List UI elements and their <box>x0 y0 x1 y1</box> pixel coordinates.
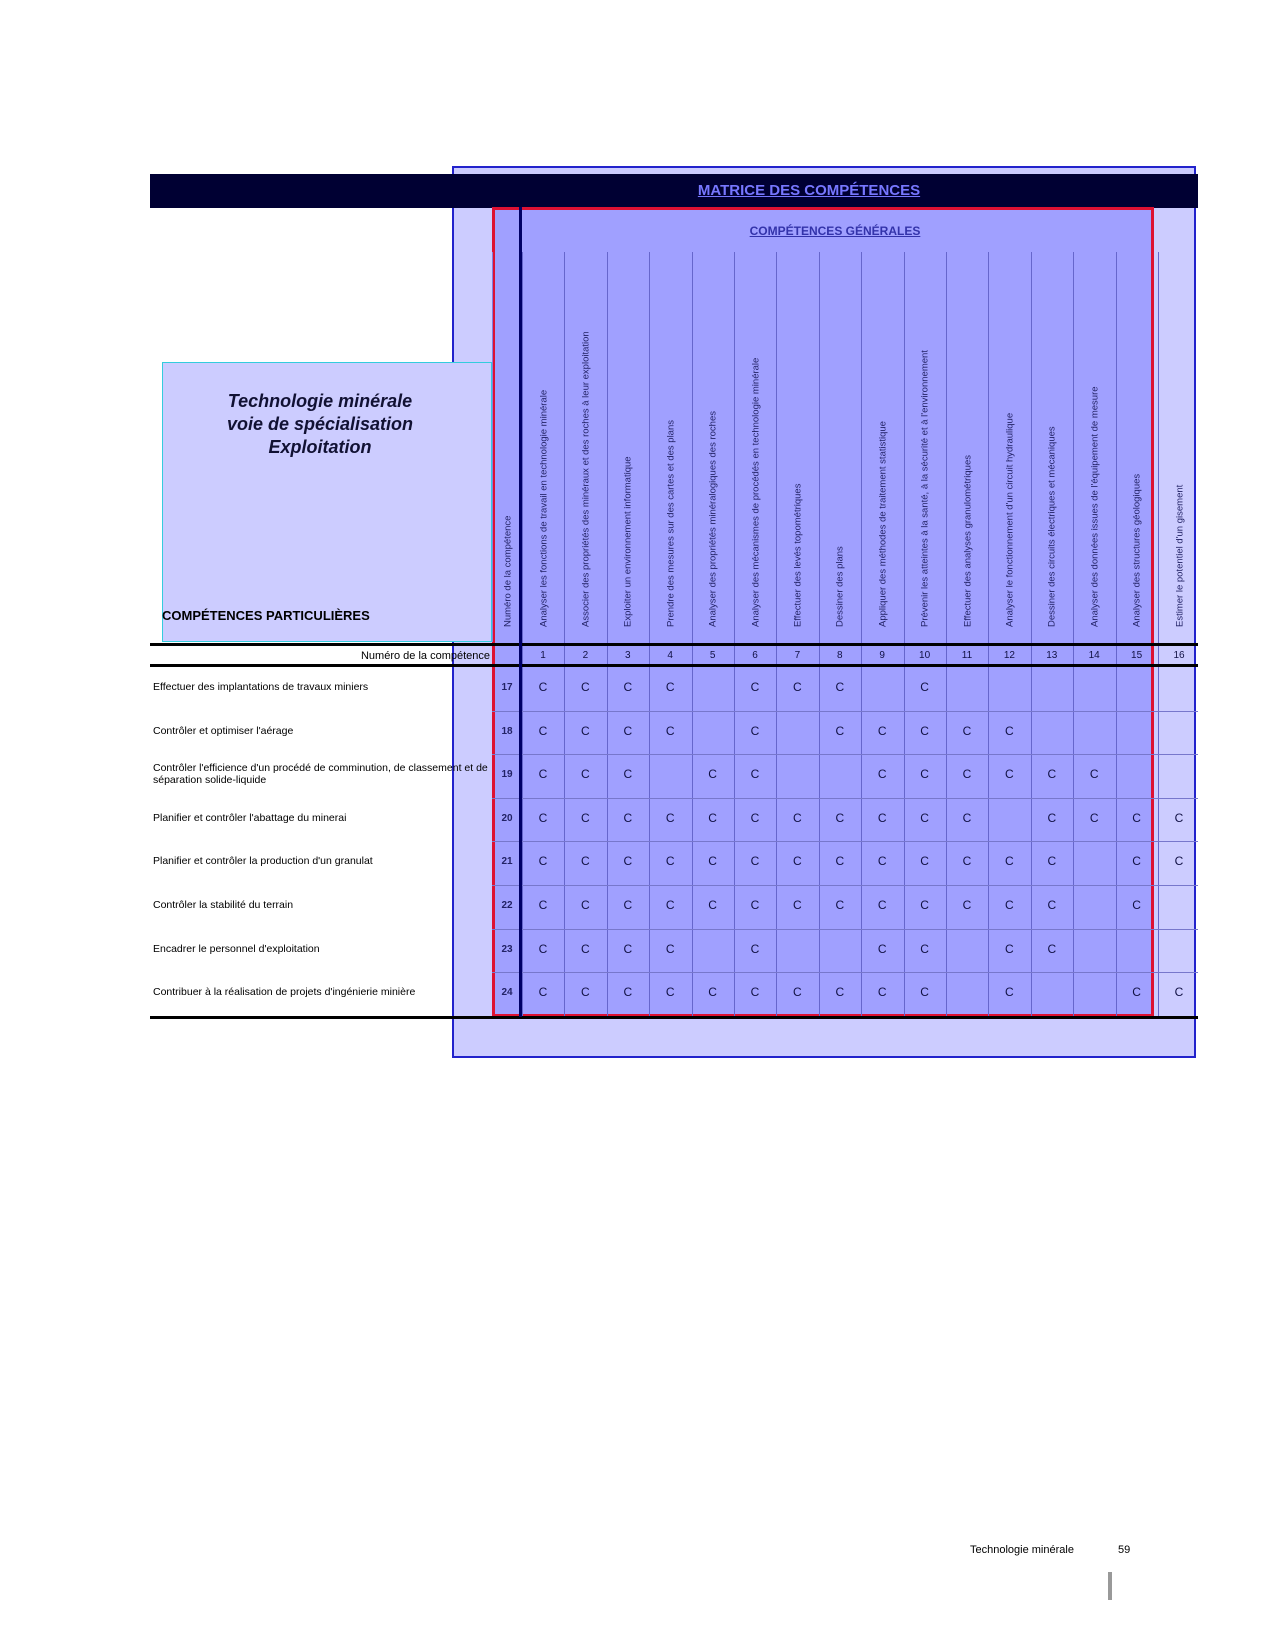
general-competency-number: 9 <box>879 650 885 661</box>
competency-mark: C <box>962 854 972 869</box>
competency-mark: C <box>581 723 590 738</box>
competency-mark: C <box>1005 854 1014 869</box>
general-competency-number: 13 <box>1046 650 1058 661</box>
footer-bar <box>1108 1572 1112 1600</box>
competency-mark: C <box>877 723 887 738</box>
general-competency-number: 3 <box>625 650 631 661</box>
competency-mark: C <box>538 767 548 782</box>
competency-mark: C <box>665 898 675 912</box>
competency-mark: C <box>623 810 633 825</box>
column-divider <box>1158 252 1159 1017</box>
competency-mark: C <box>708 767 717 782</box>
competency-mark: C <box>623 941 633 956</box>
row-divider <box>492 972 1198 973</box>
general-competency-number: 11 <box>961 650 973 661</box>
competency-mark: C <box>835 854 845 869</box>
general-competencies-header: COMPÉTENCES GÉNÉRALES <box>749 224 921 238</box>
competency-mark: C <box>750 985 760 1000</box>
competency-number-label: Numéro de la compétence <box>360 650 490 662</box>
row-divider <box>492 929 1198 930</box>
competency-mark: C <box>750 941 760 956</box>
general-competency-header <box>861 252 903 642</box>
competency-mark: C <box>1089 810 1099 825</box>
competency-mark: C <box>538 723 548 738</box>
competency-mark: C <box>920 898 929 912</box>
program-title-line-2: voie de spécialisation <box>226 414 414 434</box>
general-competency-label: Dessiner des plans <box>834 546 846 627</box>
competency-mark: C <box>1047 854 1057 869</box>
general-competency-label: Effectuer des levés topométriques <box>792 483 804 627</box>
general-competency-label: Analyser des propriétés minéralogiques des roches <box>707 411 719 627</box>
general-competency-header <box>649 252 691 642</box>
competency-mark: C <box>1132 985 1141 1000</box>
competency-mark: C <box>665 680 675 694</box>
program-title-line-3: Exploitation <box>268 437 372 457</box>
row-divider <box>492 885 1198 886</box>
program-title-line-1: Technologie minérale <box>227 391 413 411</box>
competency-mark: C <box>877 854 887 869</box>
competency-mark: C <box>920 723 929 738</box>
competency-mark: C <box>920 985 929 1000</box>
particular-competency-label: Contrôler la stabilité du terrain <box>153 899 294 911</box>
particular-competency-number: 20 <box>501 812 513 824</box>
number-column-header <box>492 252 522 642</box>
particular-competency-label: Planifier et contrôler l'abattage du minerai <box>153 811 347 824</box>
competency-mark: C <box>835 898 845 912</box>
general-competency-header <box>1158 252 1200 642</box>
competency-mark: C <box>665 941 675 956</box>
general-competency-header <box>946 252 988 642</box>
competency-mark: C <box>877 898 887 912</box>
competency-mark: C <box>793 854 802 869</box>
competency-mark: C <box>1047 898 1057 912</box>
row-divider <box>492 841 1198 842</box>
competency-mark: C <box>1132 898 1141 912</box>
competency-mark: C <box>538 854 548 869</box>
general-competency-header <box>988 252 1030 642</box>
competency-mark: C <box>538 941 548 956</box>
competency-mark: C <box>1174 810 1184 825</box>
particular-competency-label: Contribuer à la réalisation de projets d'ingénierie minière <box>153 986 416 999</box>
general-competency-label: Analyser des mécanismes de procédés en technologie minérale <box>750 357 761 627</box>
competency-mark: C <box>623 767 633 782</box>
general-competency-label: Dessiner des circuits électriques et mécaniques <box>1046 426 1058 627</box>
page-number: 59 <box>1118 1544 1131 1556</box>
competency-mark: C <box>581 680 590 694</box>
header-rule-top <box>150 643 1198 646</box>
competency-mark: C <box>877 941 887 956</box>
competency-mark: C <box>920 941 929 956</box>
general-competency-label: Analyser des données issues de l'équipement de mesure <box>1089 386 1101 627</box>
competency-mark: C <box>1132 810 1141 825</box>
competency-mark: C <box>962 810 972 825</box>
particular-competency-label: Encadrer le personnel d'exploitation <box>153 942 320 955</box>
competency-mark: C <box>623 680 633 694</box>
competency-mark: C <box>750 854 760 869</box>
competency-mark: C <box>750 767 760 782</box>
competency-mark: C <box>665 854 675 869</box>
general-competency-header <box>1073 252 1115 642</box>
general-competency-number: 12 <box>1003 650 1015 661</box>
number-column-divider <box>519 207 522 1017</box>
general-competency-number: 15 <box>1131 650 1143 661</box>
competency-mark: C <box>665 810 675 825</box>
table-rule-bottom <box>150 1016 1198 1019</box>
number-column-header-text: Numéro de la compétence <box>502 515 513 627</box>
competency-mark: C <box>1047 941 1057 956</box>
competency-mark: C <box>708 985 717 1000</box>
competency-mark: C <box>1174 985 1184 1000</box>
general-competency-label: Prendre des mesures sur des cartes et des plans <box>665 420 677 627</box>
particular-competency-label: Contrôler l'efficience d'un procédé de comminution, de classement et de séparation solide-liquide <box>153 762 488 787</box>
general-competency-number: 4 <box>667 650 673 661</box>
competency-mark: C <box>1174 854 1184 869</box>
general-competency-header <box>904 252 946 642</box>
competency-mark: C <box>665 985 675 1000</box>
competency-mark: C <box>1047 767 1057 782</box>
general-competency-number: 1 <box>540 650 546 661</box>
competency-mark: C <box>835 723 845 738</box>
competency-mark: C <box>581 985 590 1000</box>
competency-mark: C <box>793 898 802 912</box>
general-competency-label: Associer des propriétés des minéraux et des roches à leur exploitation <box>580 331 592 627</box>
competency-mark: C <box>623 985 633 1000</box>
general-competency-number: 5 <box>709 650 716 661</box>
competency-mark: C <box>793 810 802 825</box>
competency-mark: C <box>1047 810 1057 825</box>
particular-competency-number: 17 <box>501 682 513 693</box>
general-competency-header <box>819 252 861 642</box>
general-competency-label: Prévenir les atteintes à la santé, à la sécurité et à l'environnement <box>919 350 931 627</box>
general-competency-header <box>522 252 564 642</box>
competency-mark: C <box>877 985 887 1000</box>
competency-mark: C <box>793 680 802 694</box>
competency-mark: C <box>877 767 887 782</box>
competency-mark: C <box>750 898 760 912</box>
competency-mark: C <box>581 941 590 956</box>
competency-mark: C <box>835 985 845 1000</box>
general-competency-header <box>776 252 818 642</box>
general-competency-header <box>734 252 776 642</box>
particular-competency-number: 24 <box>501 987 513 999</box>
general-competency-number: 16 <box>1173 650 1185 661</box>
particular-competency-label: Effectuer des implantations de travaux miniers <box>153 681 369 693</box>
general-competency-label: Effectuer des analyses granulométriques <box>962 455 973 627</box>
particular-competency-number: 23 <box>501 943 513 955</box>
general-competency-number: 6 <box>752 650 758 661</box>
general-competency-header <box>692 252 734 642</box>
competency-mark: C <box>1089 767 1099 782</box>
general-competency-label: Appliquer des méthodes de traitement statistique <box>877 421 889 627</box>
competency-mark: C <box>750 810 760 825</box>
competency-mark: C <box>920 854 929 869</box>
competency-mark: C <box>623 898 633 912</box>
header-rule-bottom <box>150 664 1198 667</box>
competency-mark: C <box>538 680 548 694</box>
general-competency-number: 10 <box>919 650 931 661</box>
general-competency-header <box>1031 252 1073 642</box>
row-divider <box>492 754 1198 755</box>
competency-mark: C <box>581 810 590 825</box>
competency-mark: C <box>962 767 972 782</box>
competency-mark: C <box>538 898 548 912</box>
general-competency-number: 2 <box>582 650 589 661</box>
particular-competency-label: Contrôler et optimiser l'aérage <box>153 724 294 737</box>
column-divider <box>1073 252 1074 1017</box>
competency-mark: C <box>623 854 633 869</box>
competency-mark: C <box>750 723 760 738</box>
particular-competency-number: 19 <box>501 769 513 781</box>
competency-mark: C <box>1132 854 1141 869</box>
competency-mark: C <box>877 810 887 825</box>
general-competency-number: 14 <box>1088 650 1100 661</box>
competency-mark: C <box>665 723 675 738</box>
general-competency-label: Analyser les fonctions de travail en technologie minérale <box>538 389 549 627</box>
particular-competency-number: 18 <box>501 725 513 737</box>
competency-mark: C <box>708 810 717 825</box>
row-divider <box>492 798 1198 799</box>
competency-mark: C <box>750 680 760 694</box>
competency-mark: C <box>1005 985 1014 1000</box>
competency-mark: C <box>920 680 929 694</box>
competency-mark: C <box>538 810 548 825</box>
footer-title: Technologie minérale <box>970 1544 1074 1556</box>
particular-competency-number: 22 <box>501 900 513 911</box>
competency-mark: C <box>1005 941 1014 956</box>
particular-competency-label: Planifier et contrôler la production d'un granulat <box>153 855 373 868</box>
competency-mark: C <box>835 680 845 694</box>
competency-mark: C <box>581 854 590 869</box>
row-divider <box>492 711 1198 712</box>
competency-mark: C <box>581 767 590 782</box>
competency-mark: C <box>1005 767 1014 782</box>
competency-mark: C <box>962 723 972 738</box>
matrix-title-bar <box>150 174 1198 208</box>
competency-mark: C <box>1005 723 1014 738</box>
general-competency-header <box>564 252 606 642</box>
particular-competencies-label: COMPÉTENCES PARTICULIÈRES <box>162 608 370 623</box>
competency-mark: C <box>793 985 802 1000</box>
matrix-title: MATRICE DES COMPÉTENCES <box>697 182 921 199</box>
competency-mark: C <box>962 898 972 912</box>
competency-mark: C <box>708 854 717 869</box>
competency-mark: C <box>623 723 633 738</box>
competency-mark: C <box>835 810 845 825</box>
general-competency-label: Analyser des structures géologiques <box>1131 473 1143 627</box>
general-competency-label: Exploiter un environnement informatique <box>622 456 634 627</box>
competency-mark: C <box>538 985 548 1000</box>
competency-mark: C <box>1005 898 1014 912</box>
general-competency-header <box>607 252 649 642</box>
general-competency-header <box>1116 252 1158 642</box>
competency-mark: C <box>708 898 717 912</box>
program-title <box>170 390 470 459</box>
general-competency-number: 7 <box>794 650 801 661</box>
general-competency-label: Estimer le potentiel d'un gisement <box>1174 484 1185 627</box>
particular-competency-number: 21 <box>501 856 513 868</box>
general-competency-label: Analyser le fonctionnement d'un circuit hydraulique <box>1004 412 1016 627</box>
competency-mark: C <box>920 810 929 825</box>
general-competency-number: 8 <box>837 650 843 661</box>
competency-mark: C <box>920 767 929 782</box>
competency-mark: C <box>581 898 590 912</box>
